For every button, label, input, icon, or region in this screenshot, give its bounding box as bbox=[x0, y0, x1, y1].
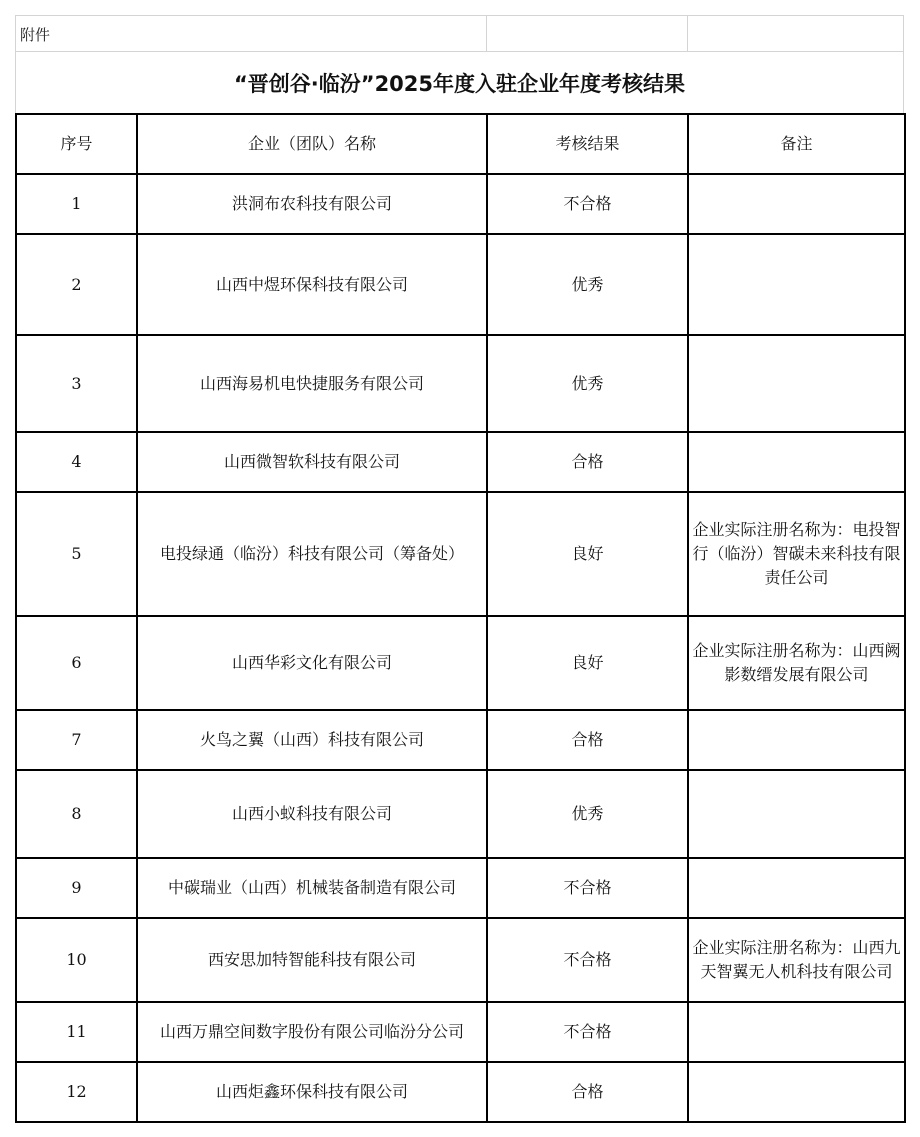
attachment-label: 附件 bbox=[20, 26, 51, 44]
cell-note: 企业实际注册名称为：山西阙影数缙发展有限公司 bbox=[688, 616, 905, 710]
cell-result: 不合格 bbox=[487, 174, 688, 234]
cell-no: 8 bbox=[16, 770, 137, 858]
cell-note bbox=[688, 1002, 905, 1062]
cell-name: 山西中煜环保科技有限公司 bbox=[137, 234, 487, 335]
cell-no: 10 bbox=[16, 918, 137, 1002]
cell-name: 洪洞布农科技有限公司 bbox=[137, 174, 487, 234]
attachment-row bbox=[15, 15, 904, 52]
cell-name: 火鸟之翼（山西）科技有限公司 bbox=[137, 710, 487, 770]
cell-name: 山西微智软科技有限公司 bbox=[137, 432, 487, 492]
cell-note: 企业实际注册名称为：山西九天智翼无人机科技有限公司 bbox=[688, 918, 905, 1002]
cell-result: 良好 bbox=[487, 492, 688, 616]
cell-result: 合格 bbox=[487, 432, 688, 492]
cell-note bbox=[688, 234, 905, 335]
results-table bbox=[15, 113, 906, 1123]
table-row bbox=[16, 1062, 905, 1122]
cell-no: 7 bbox=[16, 710, 137, 770]
cell-name: 电投绿通（临汾）科技有限公司（筹备处） bbox=[137, 492, 487, 616]
cell-name: 山西海易机电快捷服务有限公司 bbox=[137, 335, 487, 432]
header-name: 企业（团队）名称 bbox=[137, 114, 487, 174]
table-row bbox=[16, 1002, 905, 1062]
cell-result: 优秀 bbox=[487, 234, 688, 335]
header-result: 考核结果 bbox=[487, 114, 688, 174]
cell-note bbox=[688, 710, 905, 770]
table-row bbox=[16, 710, 905, 770]
table-row bbox=[16, 234, 905, 335]
grid-divider bbox=[486, 16, 487, 51]
cell-note bbox=[688, 770, 905, 858]
cell-name: 山西万鼎空间数字股份有限公司临汾分公司 bbox=[137, 1002, 487, 1062]
cell-no: 9 bbox=[16, 858, 137, 918]
cell-result: 合格 bbox=[487, 710, 688, 770]
cell-no: 2 bbox=[16, 234, 137, 335]
cell-note bbox=[688, 432, 905, 492]
cell-note: 企业实际注册名称为：电投智行（临汾）智碳未来科技有限责任公司 bbox=[688, 492, 905, 616]
cell-result: 不合格 bbox=[487, 918, 688, 1002]
cell-name: 山西小蚁科技有限公司 bbox=[137, 770, 487, 858]
cell-no: 12 bbox=[16, 1062, 137, 1122]
cell-name: 山西华彩文化有限公司 bbox=[137, 616, 487, 710]
cell-no: 3 bbox=[16, 335, 137, 432]
table-row bbox=[16, 174, 905, 234]
cell-note bbox=[688, 858, 905, 918]
cell-note bbox=[688, 174, 905, 234]
table-row bbox=[16, 858, 905, 918]
table-header-row bbox=[16, 114, 905, 174]
cell-note bbox=[688, 335, 905, 432]
table-row bbox=[16, 492, 905, 616]
cell-result: 不合格 bbox=[487, 1002, 688, 1062]
cell-result: 良好 bbox=[487, 616, 688, 710]
cell-result: 优秀 bbox=[487, 770, 688, 858]
page-title: “晋创谷·临汾”2025年度入驻企业年度考核结果 bbox=[233, 71, 686, 96]
table-row bbox=[16, 335, 905, 432]
table-row bbox=[16, 918, 905, 1002]
table-row bbox=[16, 770, 905, 858]
cell-note bbox=[688, 1062, 905, 1122]
cell-no: 5 bbox=[16, 492, 137, 616]
cell-no: 1 bbox=[16, 174, 137, 234]
cell-name: 中碳瑞业（山西）机械装备制造有限公司 bbox=[137, 858, 487, 918]
cell-name: 西安思加特智能科技有限公司 bbox=[137, 918, 487, 1002]
cell-no: 6 bbox=[16, 616, 137, 710]
table-row bbox=[16, 432, 905, 492]
cell-result: 优秀 bbox=[487, 335, 688, 432]
header-no: 序号 bbox=[16, 114, 137, 174]
cell-result: 不合格 bbox=[487, 858, 688, 918]
table-row bbox=[16, 616, 905, 710]
cell-name: 山西炬鑫环保科技有限公司 bbox=[137, 1062, 487, 1122]
cell-no: 11 bbox=[16, 1002, 137, 1062]
header-note: 备注 bbox=[688, 114, 905, 174]
cell-result: 合格 bbox=[487, 1062, 688, 1122]
cell-no: 4 bbox=[16, 432, 137, 492]
spreadsheet bbox=[15, 15, 904, 1123]
grid-divider bbox=[687, 16, 688, 51]
title-row bbox=[15, 52, 904, 113]
